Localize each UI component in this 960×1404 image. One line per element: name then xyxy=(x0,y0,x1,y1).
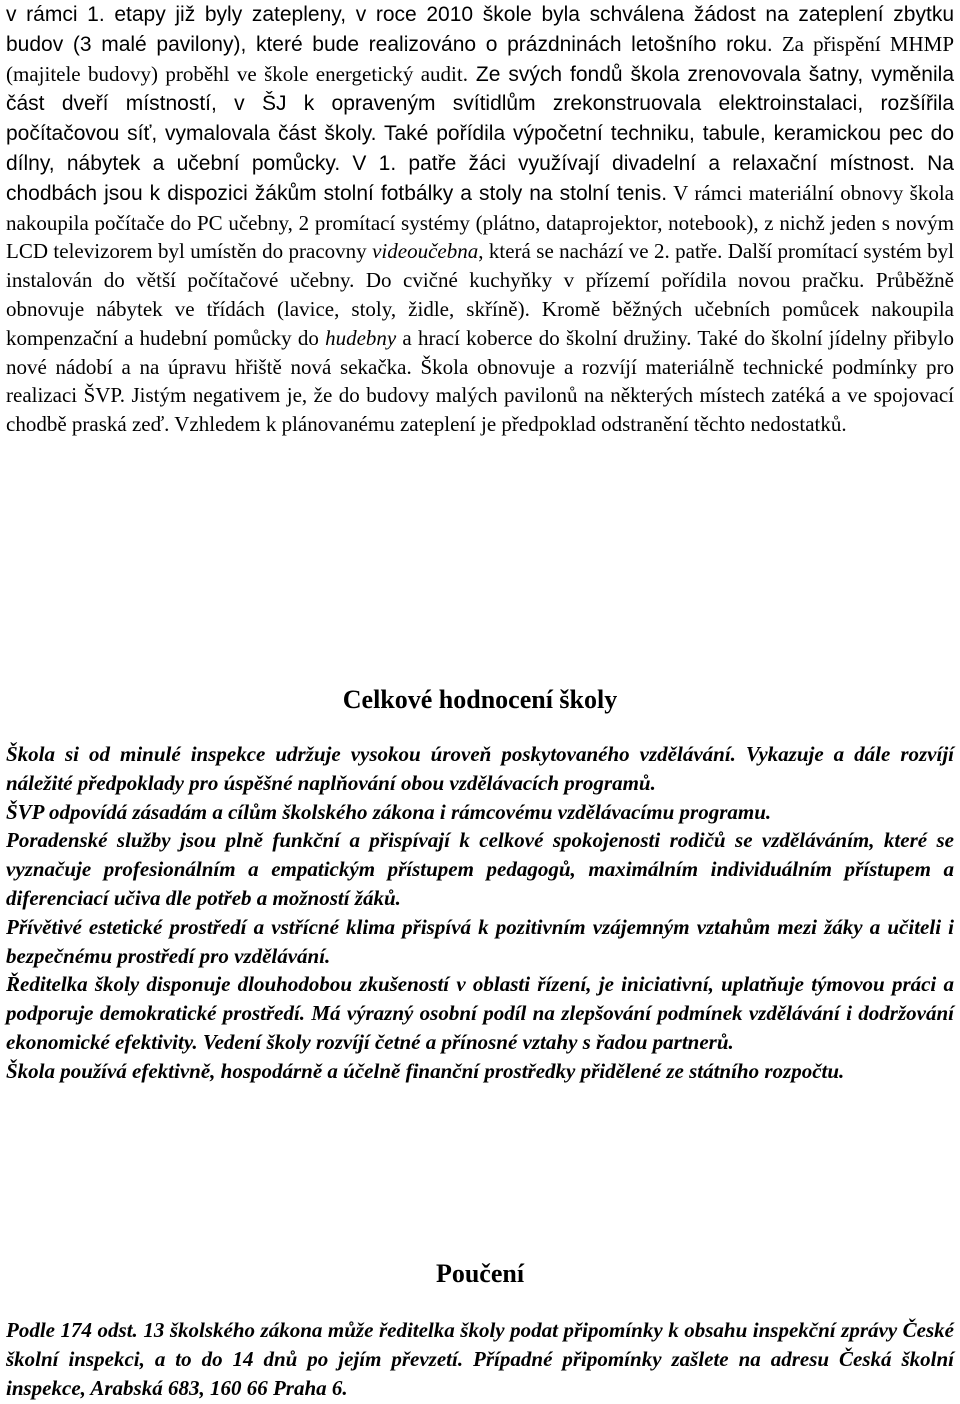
summary-paragraph-3: Poradenské služby jsou plně funkční a přispívají k celkové spokojenosti rodičů se vzděláváním, které se vyznačuje profesionálním a empatickým přístupem pedagogů, maximálním individuálním přístupem a diferenciací učiva dle potřeb a možností žáků. xyxy=(6,828,954,910)
body-text-part-1: v rámci 1. etapy již byly zatepleny, v roce 2010 škole byla schválena žádost na zateplení zbytku budov (3 malé pavilony), které bude realizováno o prázdninách letošního roku. xyxy=(6,3,954,56)
body-text-videoucebna: videoučebna xyxy=(372,239,479,264)
body-text-part-5: , která se nachází ve 2. patře. Další promítací systém byl instalován do větší počítačové učebny. Do cvičné kuchyňky v přízemí pořídila novou pračku. Průběžně obnovuje nábytek ve třídách (lavice, stoly, židle, skříně). Kromě běžných učebních pomůcek nakoupila kompenzační a hudební pomůcky do xyxy=(6,239,954,350)
section-heading-overall-evaluation: Celkové hodnocení školy xyxy=(342,685,618,714)
summary-paragraph-4: Přívětivé estetické prostředí a vstřícné klima přispívá k pozitivním vzájemným vztahům mezi žáky a učiteli i bezpečnému prostředí pro vzdělávání. xyxy=(6,914,954,968)
section-heading-notice: Poučení xyxy=(435,1259,525,1288)
summary-paragraph-2: ŠVP odpovídá zásadám a cílům školského zákona i rámcovému vzdělávacímu programu. xyxy=(6,799,772,824)
body-paragraph-material-conditions xyxy=(6,0,954,439)
summary-paragraph-6: Škola používá efektivně, hospodárně a účelně finanční prostředky přidělené ze státního rozpočtu. xyxy=(6,1058,845,1083)
body-text-part-3: Ze svých fondů škola zrenovovala šatny, vyměnila část dveří místností, v ŠJ k opraveným svítidlům zrekonstruovala elektroinstalaci, rozšířila počítačovou síť, vymalovala část školy. Také pořídila výpočetní techniku, tabule, keramickou pec do dílny, nábytek a učební pomůcky. V 1. patře žáci využívají divadelní a relaxační místnost. Na chodbách jsou k dispozici žákům stolní fotbálky a stoly na stolní tenis. xyxy=(6,62,954,205)
body-text-part-4: V rámci materiální obnovy škola nakoupila počítače do PC učebny, 2 promítací systémy (plátno, dataprojektor, notebook), z nichž jeden s novým LCD televizorem byl umístěn do pracovny xyxy=(6,180,954,264)
body-text-part-2: Za přispění MHMP (majitele budovy) proběhl ve škole energetický audit. xyxy=(6,31,955,86)
body-text-hudebny: hudebny xyxy=(325,325,397,350)
evaluation-summary xyxy=(6,740,954,1086)
summary-paragraph-5: Ředitelka školy disponuje dlouhodobou zkušeností v oblasti řízení, je iniciativní, uplatňuje týmovou práci a podporuje demokratické prostředí. Má výrazný osobní podíl na zlepšování podmínek vzdělávání i dodržování ekonomické efektivity. Vedení školy rozvíjí četné a přínosné vztahy s řadou partnerů. xyxy=(6,972,954,1054)
notice-paragraph: Podle 174 odst. 13 školského zákona může ředitelka školy podat připomínky k obsahu inspekční zprávy České školní inspekci, a to do 14 dnů po jejím převzetí. Případné připomínky zašlete na adresu Česká školní inspekce, Arabská 683, 160 66 Praha 6. xyxy=(6,1318,954,1400)
summary-paragraph-1: Škola si od minulé inspekce udržuje vysokou úroveň poskytovaného vzdělávání. Vykazuje a dále rozvíjí náležité předpoklady pro úspěšné naplňování obou vzdělávacích programů. xyxy=(6,742,954,795)
body-text-part-6: a hrací koberce do školní družiny. Také do školní jídelny přibylo nové nádobí a na úpravu hřiště nová sekačka. Škola obnovuje a rozvíjí materiálně technické podmínky pro realizaci ŠVP. Jistým negativem je, že do budovy malých pavilonů na některých místech zatéká a ve spojovací chodbě praská zeď. Vzhledem k plánovanému zateplení je předpoklad odstranění těchto nedostatků. xyxy=(6,325,954,437)
